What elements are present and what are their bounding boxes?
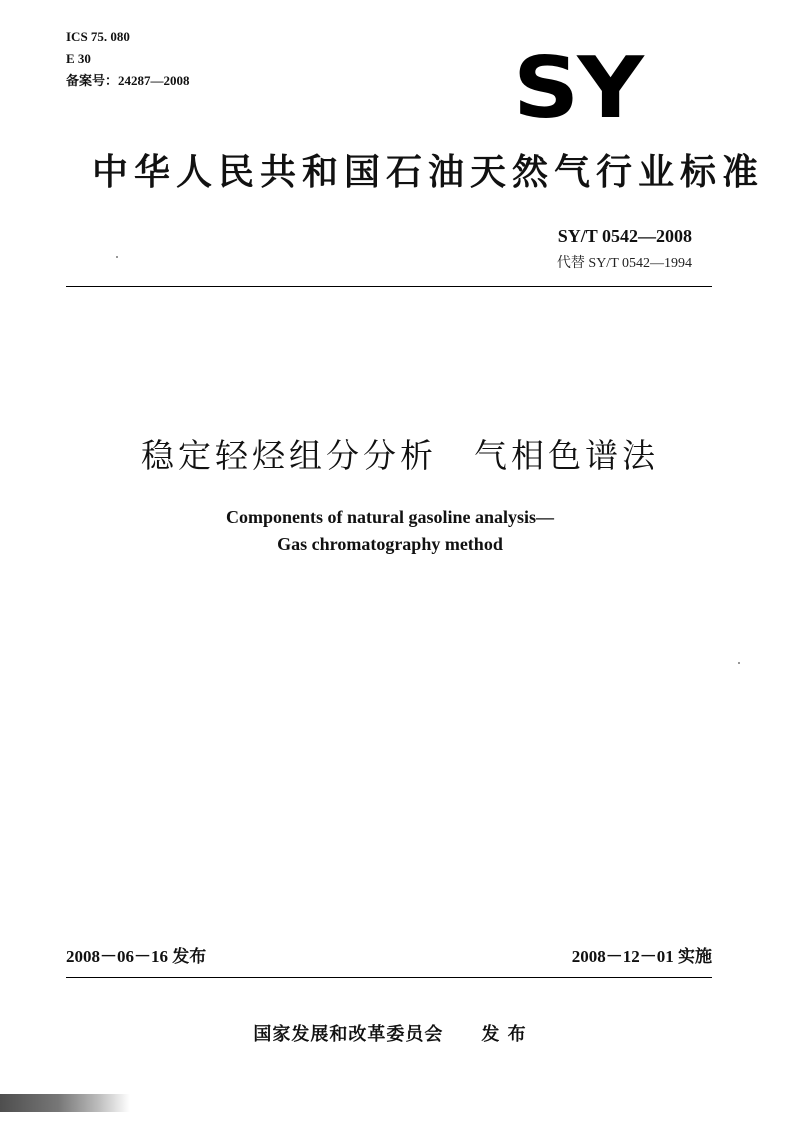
sy-logo: SY (513, 38, 642, 138)
scan-speck (738, 662, 740, 664)
filing-number: 备案号：24287—2008 (66, 73, 190, 88)
title-en-line-2: Gas chromatography method (277, 534, 503, 554)
scan-speck (116, 256, 118, 258)
standard-number: SY/T 0542—2008 (557, 226, 692, 246)
document-title-en (0, 504, 780, 558)
implementation-date: 2008－12－01 实施 (571, 947, 712, 966)
issue-date: 2008－06－16 发布 (66, 947, 207, 966)
ics-code: ICS 75. 080 (66, 29, 130, 44)
document-title-cn: 稳定轻烃组分分析 气相色谱法 (141, 436, 659, 475)
bottom-divider (66, 977, 712, 978)
replaces-standard: 代替 SY/T 0542—1994 (556, 256, 692, 271)
top-divider (66, 286, 712, 287)
publisher: 国家发展和改革委员会 发 布 (253, 1024, 527, 1045)
classification-code: E 30 (66, 51, 91, 66)
title-en-line-1: Components of natural gasoline analysis— (225, 507, 555, 527)
standard-type-heading: 中华人民共和国石油天然气行业标准 (92, 152, 765, 193)
scan-artifact (0, 1094, 130, 1112)
